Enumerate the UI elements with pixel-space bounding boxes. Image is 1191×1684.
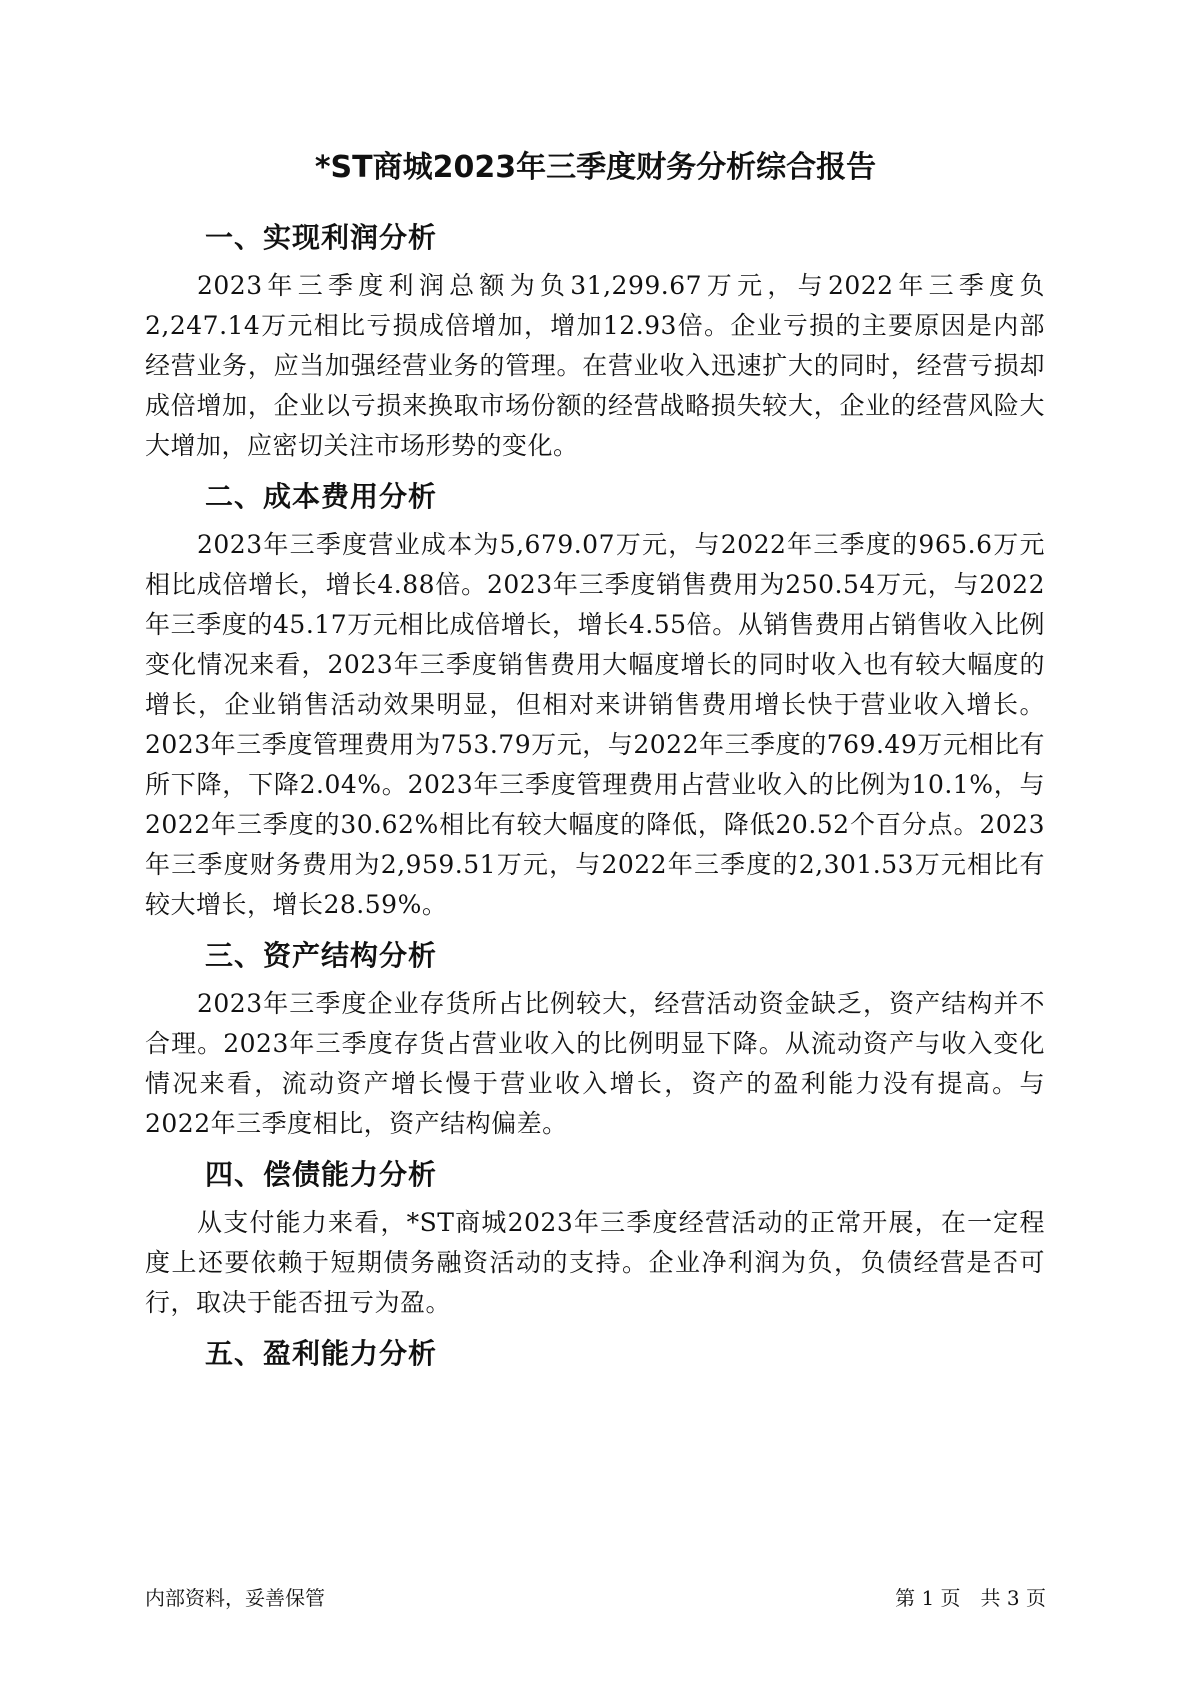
section-paragraph: 2023年三季度营业成本为5,679.07万元，与2022年三季度的965.6万元相比成倍增长，增长4.88倍。2023年三季度销售费用为250.54万元，与2022年三季度的45.17万元相比成倍增长，增长4.55倍。从销售费用占销售收入比例变化情况来看，2023年三季度销售费用大幅度增长的同时收入也有较大幅度的增长，企业销售活动效果明显，但相对来讲销售费用增长快于营业收入增长。2023年三季度管理费用为753.79万元，与2022年三季度的769.49万元相比有所下降，下降2.04%。2023年三季度管理费用占营业收入的比例为10.1%，与2022年三季度的30.62%相比有较大幅度的降低，降低20.52个百分点。2023年三季度财务费用为2,959.51万元，与2022年三季度的2,301.53万元相比有较大增长，增长28.59%。 [145, 530, 1045, 919]
section-cost-analysis [145, 479, 1045, 925]
document-title: *ST商城2023年三季度财务分析综合报告 [314, 150, 877, 185]
section-profit-analysis [145, 220, 1045, 466]
section-heading: 一、实现利润分析 [205, 221, 438, 254]
section-heading: 四、偿债能力分析 [205, 1158, 438, 1191]
page-number: 第 1 页 共 3 页 [895, 1586, 1046, 1610]
document-body [145, 220, 1045, 1382]
section-paragraph: 2023年三季度利润总额为负31,299.67万元，与2022年三季度负2,247.14万元相比亏损成倍增加，增加12.93倍。企业亏损的主要原因是内部经营业务，应当加强经营业务的管理。在营业收入迅速扩大的同时，经营亏损却成倍增加，企业以亏损来换取市场份额的经营战略损失较大，企业的经营风险大大增加，应密切关注市场形势的变化。 [145, 271, 1045, 460]
section-heading: 三、资产结构分析 [205, 939, 438, 972]
section-paragraph: 从支付能力来看，*ST商城2023年三季度经营活动的正常开展，在一定程度上还要依赖于短期债务融资活动的支持。企业净利润为负，负债经营是否可行，取决于能否扭亏为盈。 [145, 1208, 1045, 1317]
section-heading: 二、成本费用分析 [205, 480, 438, 513]
section-paragraph: 2023年三季度企业存货所占比例较大，经营活动资金缺乏，资产结构并不合理。2023年三季度存货占营业收入的比例明显下降。从流动资产与收入变化情况来看，流动资产增长慢于营业收入增长，资产的盈利能力没有提高。与2022年三季度相比，资产结构偏差。 [145, 989, 1045, 1138]
footer-note: 内部资料，妥善保管 [145, 1586, 325, 1610]
section-heading: 五、盈利能力分析 [205, 1337, 438, 1370]
section-profitability-analysis [145, 1336, 1045, 1372]
section-asset-structure [145, 938, 1045, 1144]
section-solvency-analysis [145, 1157, 1045, 1323]
